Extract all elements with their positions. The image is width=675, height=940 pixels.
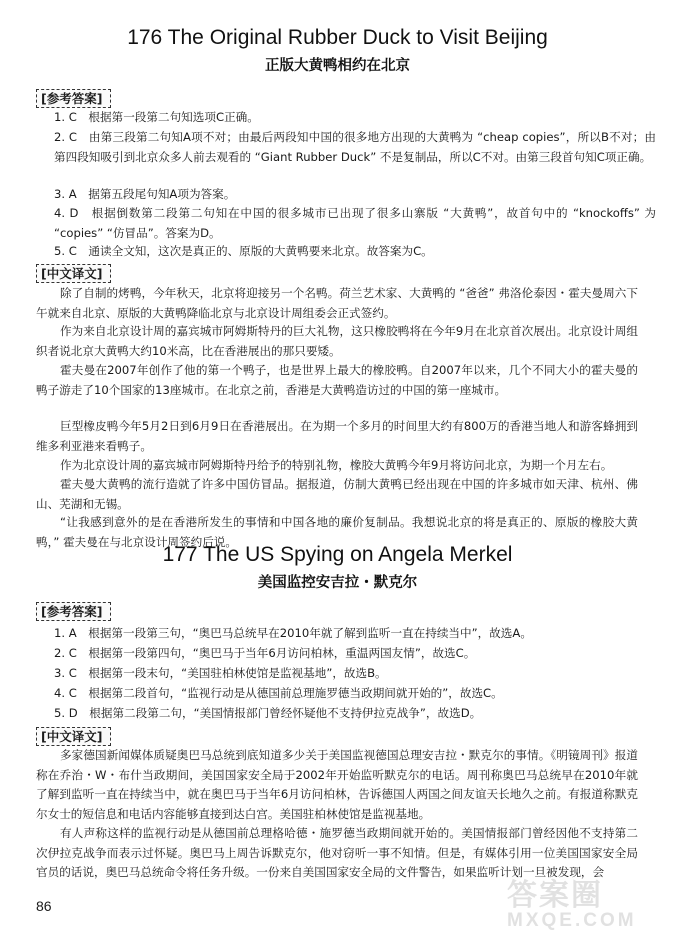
translation-176-p7: “让我感到意外的是在香港所发生的事情和中国各地的廉价复制品。我想说北京的将是真正的、原版的橡胶大黄鸭，” 霍夫曼在与北京设计周签约后说。 [36, 515, 638, 549]
translation-176-p2: 作为来自北京设计周的嘉宾城市阿姆斯特丹的巨大礼物，这只橡胶鸭将在今年9月在北京首次展出。北京设计周组织者说北京大黄鸭大约10米高，比在香港展出的那只要矮。 [36, 324, 638, 358]
badge-bracket-right: ] [96, 604, 103, 619]
translation-badge-176 [36, 264, 111, 283]
answer-176-2: 2. C 由第三段第二句知A项不对；由最后两段知中国的很多地方出现的大黄鸭为 “cheap copies”，所以B不对；由第四段知吸引到北京众多人前去观看的 “Giant Rubber Duck” 不是复制品，所以C不对。由第三段首句知C项正确。 [54, 130, 656, 164]
answer-176-5: 5. C 通读全文知，这次是真正的、原版的大黄鸭要来北京。故答案为C。 [54, 244, 433, 258]
page-number: 86 [36, 898, 52, 914]
translation-badge-label: 中文译文 [46, 729, 97, 744]
section-177-title-cn: 美国监控安吉拉・默克尔 [257, 575, 418, 591]
answer-177-2: 2. C 根据第一段第四句，“奥巴马于当年6月访问柏林，重温两国友情”，故选C。 [54, 646, 476, 660]
answers-badge-label: 参考答案 [46, 604, 97, 619]
answer-177-4: 4. C 根据第二段首句，“监视行动是从德国前总理施罗德当政期间就开始的”，故选C。 [54, 686, 503, 700]
badge-bracket-right: ] [96, 729, 103, 744]
answers-badge-176 [36, 89, 111, 108]
translation-176-p5: 作为北京设计周的嘉宾城市阿姆斯特丹给予的特别礼物，橡胶大黄鸭今年9月将访问北京，为期一个月左右。 [60, 458, 613, 472]
answer-177-1: 1. A 根据第一段第三句，“奥巴马总统早在2010年就了解到监听一直在持续当中”，故选A。 [54, 626, 532, 640]
section-177-title-en: 177 The US Spying on Angela Merkel [162, 543, 513, 566]
section-176-title-en: 176 The Original Rubber Duck to Visit Beijing [127, 26, 548, 49]
badge-bracket-left: [ [41, 604, 47, 619]
answers-badge-label: 参考答案 [46, 91, 97, 106]
watermark-text-bottom: MXQE.COM [507, 910, 637, 931]
answer-177-5: 5. D 根据第二段第二句，“美国情报部门曾经怀疑他不支持伊拉克战争”，故选D。 [54, 706, 482, 720]
watermark-text-top: 答案圈 [507, 878, 603, 913]
site-watermark-logo [507, 870, 657, 936]
translation-176-p3: 霍夫曼在2007年创作了他的第一个鸭子，也是世界上最大的橡胶鸭。自2007年以来，几个不同大小的霍夫曼的鸭子游走了10个国家的13座城市。在北京之前，香港是大黄鸭造访过的中国的第一座城市。 [36, 363, 638, 397]
translation-176-p6: 霍夫曼大黄鸭的流行造就了许多中国仿冒品。据报道，仿制大黄鸭已经出现在中国的许多城市如天津、杭州、佛山、芜湖和无锡。 [36, 477, 638, 511]
section-176-title-cn: 正版大黄鸭相约在北京 [265, 58, 410, 74]
badge-bracket-right: ] [96, 91, 103, 106]
translation-176-p1: 除了自制的烤鸭，今年秋天，北京将迎接另一个名鸭。荷兰艺术家、大黄鸭的 “爸爸” 弗洛伦泰因・霍夫曼周六下午就来自北京、原版的大黄鸭降临北京与北京设计周组委会正式签约。 [36, 286, 638, 320]
answer-176-1: 1. C 根据第一段第二句知选项C正确。 [54, 110, 259, 124]
answer-176-3: 3. A 据第五段尾句知A项为答案。 [54, 187, 236, 201]
badge-bracket-left: [ [41, 729, 47, 744]
answer-176-4: 4. D 根据倒数第二段第二句知在中国的很多城市已出现了很多山寨版 “大黄鸭”，故首句中的 “knockoffs” 为 “copies” “仿冒品”。答案为D。 [54, 206, 656, 240]
badge-bracket-left: [ [41, 266, 47, 281]
badge-bracket-right: ] [96, 266, 103, 281]
translation-badge-177 [36, 727, 111, 746]
translation-176-p4: 巨型橡皮鸭今年5月2日到6月9日在香港展出。在为期一个多月的时间里大约有800万的香港当地人和游客蜂拥到维多利亚港来看鸭子。 [36, 419, 638, 453]
answer-177-3: 3. C 根据第一段末句，“美国驻柏林使馆是监视基地”，故选B。 [54, 666, 387, 680]
translation-177-p2: 有人声称这样的监视行动是从德国前总理格哈德・施罗德当政期间就开始的。美国情报部门曾经因他不支持第二次伊拉克战争而表示过怀疑。奥巴马上周告诉默克尔，他对窃听一事不知情。但是，有媒体引用一位美国国家安全局官员的话说，奥巴马总统命令将任务升级。一份来自美国国家安全局的文件警告，如果监听计划一旦被发现，会 [36, 826, 638, 879]
translation-badge-label: 中文译文 [46, 266, 97, 281]
translation-177-p1: 多家德国新闻媒体质疑奥巴马总统到底知道多少关于美国监视德国总理安吉拉・默克尔的事情。《明镜周刊》报道称在乔治・W・布什当政期间，美国国家安全局于2002年开始监听默克尔的电话。周刊称奥巴马总统早在2010年就了解到监听一直在持续当中，就在奥巴马于当年6月访问柏林，告诉德国人两国之间友谊天长地久之前。有报道称默克尔女士的短信息和电话内容能够直接到达白宫。美国驻柏林使馆是监视基地。 [36, 748, 638, 821]
badge-bracket-left: [ [41, 91, 47, 106]
answers-badge-177 [36, 602, 111, 621]
